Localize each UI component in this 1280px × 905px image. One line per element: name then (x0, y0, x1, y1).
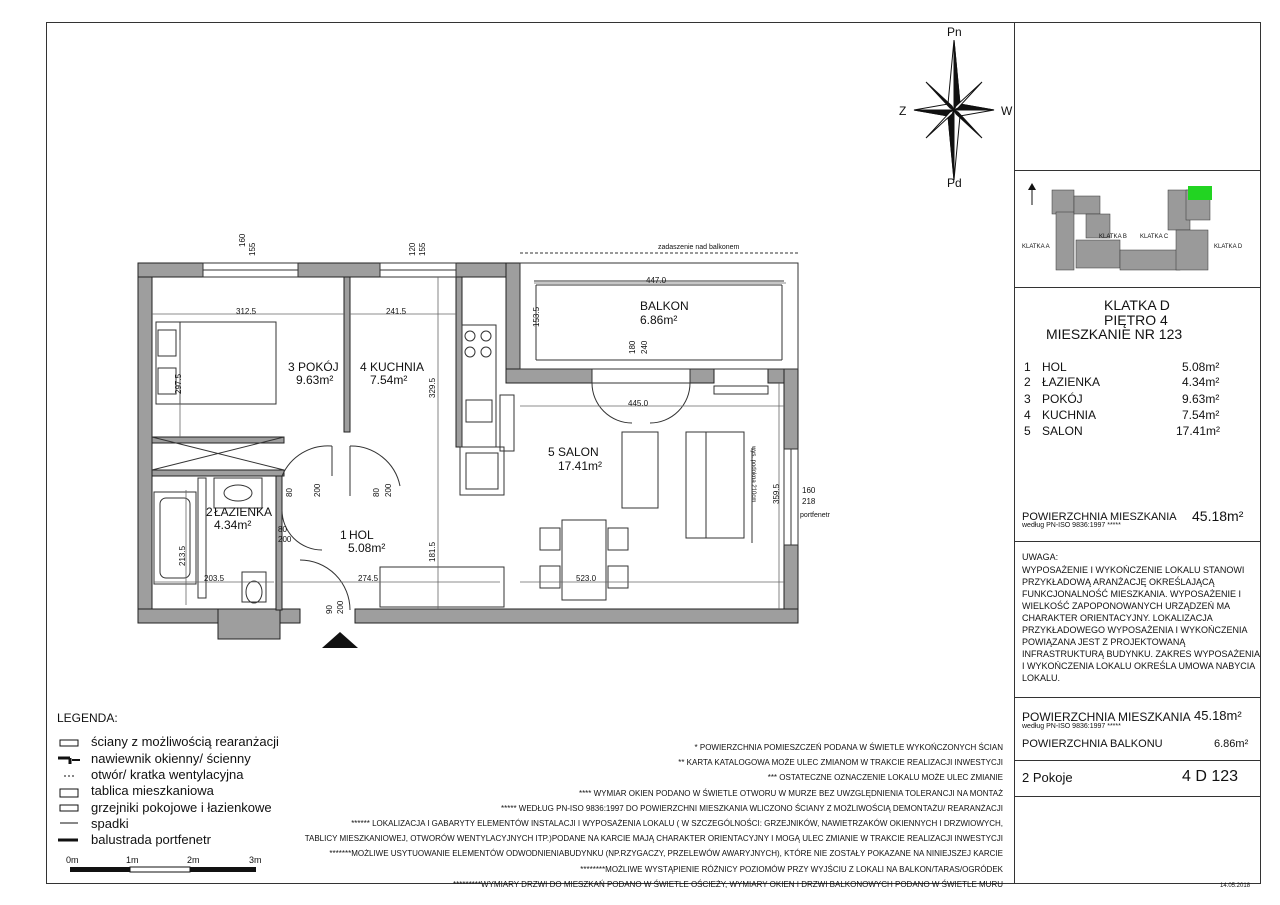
dim-text: 181.5 (428, 541, 437, 562)
note-line: FUNKCJONALNOŚĆ MIESZKANIA. WYPOSAŻENIE I (1022, 589, 1242, 599)
room-2-num: 2 (206, 505, 213, 519)
compass-south: Pd (947, 176, 962, 190)
dim-text: 160 (802, 486, 816, 495)
legend-item: spadki (91, 816, 129, 831)
compass-north: Pn (947, 25, 962, 39)
dim-text: 155 (248, 242, 257, 256)
area-label: POWIERZCHNIA MIESZKANIA (1022, 511, 1177, 523)
keyplan-label: KLATKA A (1022, 244, 1050, 250)
area-value-2: 45.18m² (1194, 708, 1242, 723)
dim-text: 240 (640, 340, 649, 354)
room-name: HOL (1042, 360, 1067, 374)
dim-text: 160 (238, 233, 247, 247)
room-3-name: POKÓJ (298, 360, 339, 374)
room-area: 17.41m² (1176, 424, 1221, 438)
balcony-value: 6.86m² (1214, 738, 1249, 750)
dim-text: 90 (325, 605, 334, 614)
compass-west: Z (899, 104, 907, 118)
room-5-num: 5 (548, 445, 555, 459)
room-area: 9.63m² (1182, 392, 1220, 406)
doors (282, 383, 690, 610)
walls (138, 263, 798, 639)
canopy-label: zadaszenie nad balkonem (658, 244, 740, 251)
room-1-num: 1 (340, 528, 347, 542)
dim-text: 120 (408, 242, 417, 256)
legend-title: LEGENDA: (57, 711, 118, 725)
bathroom-fixtures (154, 478, 266, 603)
scale-bar (70, 867, 256, 872)
note-line: WIELKOŚĆ ZAPOPONOWANYCH URZĄDZEŃ MA (1022, 601, 1231, 611)
dim-text: 80 (285, 488, 294, 497)
note-line: PRZYKŁADOWĄ ARANŻACJĘ OKREŚLAJĄCĄ (1022, 577, 1215, 587)
scale-label: 3m (249, 855, 262, 865)
staircase-label: KLATKA D (1104, 297, 1170, 313)
note-line: INFRASTRUKTURĄ BUDYNKU. ZAKRES WYPOSAŻENIA (1022, 649, 1261, 659)
room-name: SALON (1042, 424, 1083, 438)
floor-label: PIĘTRO 4 (1104, 312, 1168, 328)
room-num: 2 (1024, 375, 1031, 389)
footnote: * POWIERZCHNIA POMIESZCZEŃ PODANA W ŚWIETLE WYKOŃCZONYCH ŚCIAN (694, 743, 1003, 752)
dim-text: 359.5 (772, 483, 781, 504)
room-5-area: 17.41m² (558, 459, 603, 473)
note-line: CHARAKTER ORIENTACYJNY. LOKALIZACJA (1022, 613, 1213, 623)
room-4-num: 4 (360, 360, 367, 374)
dim-text: 274.5 (358, 574, 379, 583)
date: 14.05.2018 (1220, 883, 1251, 889)
compass-east: W (1001, 104, 1013, 118)
entrance-arrow-icon (322, 632, 358, 648)
note-line: WYPOSAŻENIE I WYKOŃCZENIE LOKALU STANOWI (1022, 565, 1245, 575)
room-3-area: 9.63m² (296, 373, 334, 387)
footnote: ****** LOKALIZACJA I GABARYTY ELEMENTÓW INSTALACJI I WYPOSAŻENIA LOKALU ( W SZCZEGÓLNOŚCI: GRZEJNIKÓW, NAWIETRZAKÓW OKIENNYCH I DRZWIOWYCH, (351, 819, 1003, 829)
apartment-label: MIESZKANIE NR 123 (1046, 326, 1183, 342)
keyplan-label: KLATKA B (1099, 234, 1127, 240)
room-area: 5.08m² (1182, 360, 1220, 374)
scale-label: 2m (187, 855, 200, 865)
area-norm: według PN-ISO 9836:1997 ***** (1022, 522, 1121, 529)
area-value: 45.18m² (1192, 508, 1244, 524)
note-line: I WYKOŃCZENIA LOKALU OKREŚLA UMOWA NABYCIA (1022, 661, 1256, 671)
room-area: 4.34m² (1182, 375, 1220, 389)
notes-title: UWAGA: (1022, 552, 1059, 562)
room-name: POKÓJ (1042, 392, 1083, 406)
room-num: 3 (1024, 392, 1031, 406)
dim-text: 180 (628, 340, 637, 354)
footnote: *** OSTATECZNE OZNACZENIE LOKALU MOŻE ULEC ZMIANIE (767, 773, 1003, 783)
note-line: POWIĄZANA JEST Z PROJEKTOWANĄ (1022, 637, 1186, 647)
portfenetr-label: portfenetr (800, 512, 830, 519)
dim-text: 80 (372, 488, 381, 497)
scale-label: 1m (126, 855, 139, 865)
dim-text: 329.5 (428, 377, 437, 398)
area-label-2: POWIERZCHNIA MIESZKANIA (1022, 710, 1191, 724)
footnote: *********WYMIARY DRZWI DO MIESZKAŃ PODANO W ŚWIETLE OŚCIEŻY, WYMIARY OKIEN I DRZWI BALKONOWYCH PODANO W ŚWIETLE MURU (453, 879, 1003, 889)
footnote: ********MOŻLIWE WYSTĄPIENIE RÓŻNICY POZIOMÓW PRZY WYJŚCIU Z LOKALI NA BALKON/TARAS/OGRÓDEK (580, 864, 1003, 874)
footnote: ** KARTA KATALOGOWA MOŻE ULEC ZMIANOM W TRAKCIE REALIZACJI INWESTYCJI (678, 758, 1003, 768)
room-3-num: 3 (288, 360, 295, 374)
dim-text: 312.5 (236, 307, 257, 316)
dim-text: 218 (802, 497, 816, 506)
dim-text: 241.5 (386, 307, 407, 316)
footnotes (305, 740, 1003, 892)
balcony-label: POWIERZCHNIA BALKONU (1022, 738, 1163, 750)
dim-text: 213.5 (178, 545, 187, 566)
room-4-area: 7.54m² (370, 373, 408, 387)
footnote: TABLICY MIESZKANIOWEJ, OTWORÓW WENTYLACYJNYCH ITP.)PODANE NA KARCIE MAJĄ CHARAKTER ORIENTACYJNY I MOGĄ ULEC ZMIANIE W TRAKCIE REALIZACJI INWESTYCJI (304, 834, 1003, 844)
dim-text: 153.5 (532, 306, 541, 327)
keyplan-label: KLATKA C (1140, 234, 1169, 240)
area-norm-2: według PN-ISO 9836:1997 ***** (1022, 723, 1121, 730)
keyplan-map (1052, 190, 1210, 270)
legend-item: grzejniki pokojowe i łazienkowe (91, 800, 272, 815)
legend-item: tablica mieszkaniowa (91, 783, 214, 798)
compass-rose-icon (914, 40, 994, 180)
legend-item: nawiewnik okienny/ ścienny (91, 751, 251, 766)
keyplan-highlight (1188, 186, 1212, 200)
rooms-count: 2 Pokoje (1022, 770, 1073, 785)
dim-text: 203.5 (204, 574, 225, 583)
legend-symbols (58, 740, 80, 840)
dim-text: 523.0 (576, 574, 597, 583)
scale-label: 0m (66, 855, 79, 865)
dim-text: 200 (336, 600, 345, 614)
balcony-name: BALKON (640, 299, 689, 313)
note-line: LOKALU. (1022, 673, 1061, 683)
room-2-name: ŁAZIENKA (214, 505, 273, 519)
dim-text: wys. podokna 210cm (750, 446, 756, 503)
dim-text: 80 (278, 525, 287, 534)
dim-text: 445.0 (628, 399, 649, 408)
legend-item: balustrada portfenetr (91, 832, 211, 847)
footnote: *******MOŻLIWE USYTUOWANIE ELEMENTÓW ODWODNIENIABUDYNKU (NP.RZYGACZY, PRZELEWÓW AWARYJNYCH), KTÓRE NIE ZOSTAŁY POKAZANE NA NINIEJSZEJ KARCIE (329, 849, 1003, 859)
room-2-area: 4.34m² (214, 518, 252, 532)
room-area: 7.54m² (1182, 408, 1220, 422)
dim-text: 200 (278, 535, 292, 544)
dim-text: 297.5 (174, 373, 183, 394)
bed (152, 322, 284, 470)
legend-item: ściany z możliwością rearanżacji (91, 734, 279, 749)
room-4-name: KUCHNIA (370, 360, 425, 374)
dim-text: 155 (418, 242, 427, 256)
room-name: KUCHNIA (1042, 408, 1097, 422)
legend-item: otwór/ kratka wentylacyjna (91, 767, 244, 782)
room-1-area: 5.08m² (348, 541, 386, 555)
keyplan-label: KLATKA D (1214, 244, 1243, 250)
room-num: 1 (1024, 360, 1031, 374)
room-num: 5 (1024, 424, 1031, 438)
footnote: ***** WEDŁUG PN-ISO 9836:1997 DO POWIERZCHNI MIESZKANIA WLICZONO ŚCIANY Z MOŻLIWOŚCIĄ DEMONTAŻU/ REARANŻACJI (500, 803, 1003, 813)
room-name: ŁAZIENKA (1042, 375, 1101, 389)
dim-text: 200 (313, 483, 322, 497)
note-line: PRZYKŁADOWEGO WYPOSAŻENIA I WYKOŃCZENIA (1022, 625, 1248, 635)
balcony-area: 6.86m² (640, 313, 678, 327)
apartment-code: 4 D 123 (1182, 768, 1239, 785)
room-5-name: SALON (558, 445, 599, 459)
dim-text: 447.0 (646, 276, 667, 285)
footnote: **** WYMIAR OKIEN PODANO W ŚWIETLE OTWORU W MURZE BEZ UWZGLĘDNIENIA TOLERANCJI NA MONTAŻ (578, 788, 1003, 798)
dim-text: 200 (384, 483, 393, 497)
room-num: 4 (1024, 408, 1031, 422)
room-1-name: HOL (349, 528, 374, 542)
